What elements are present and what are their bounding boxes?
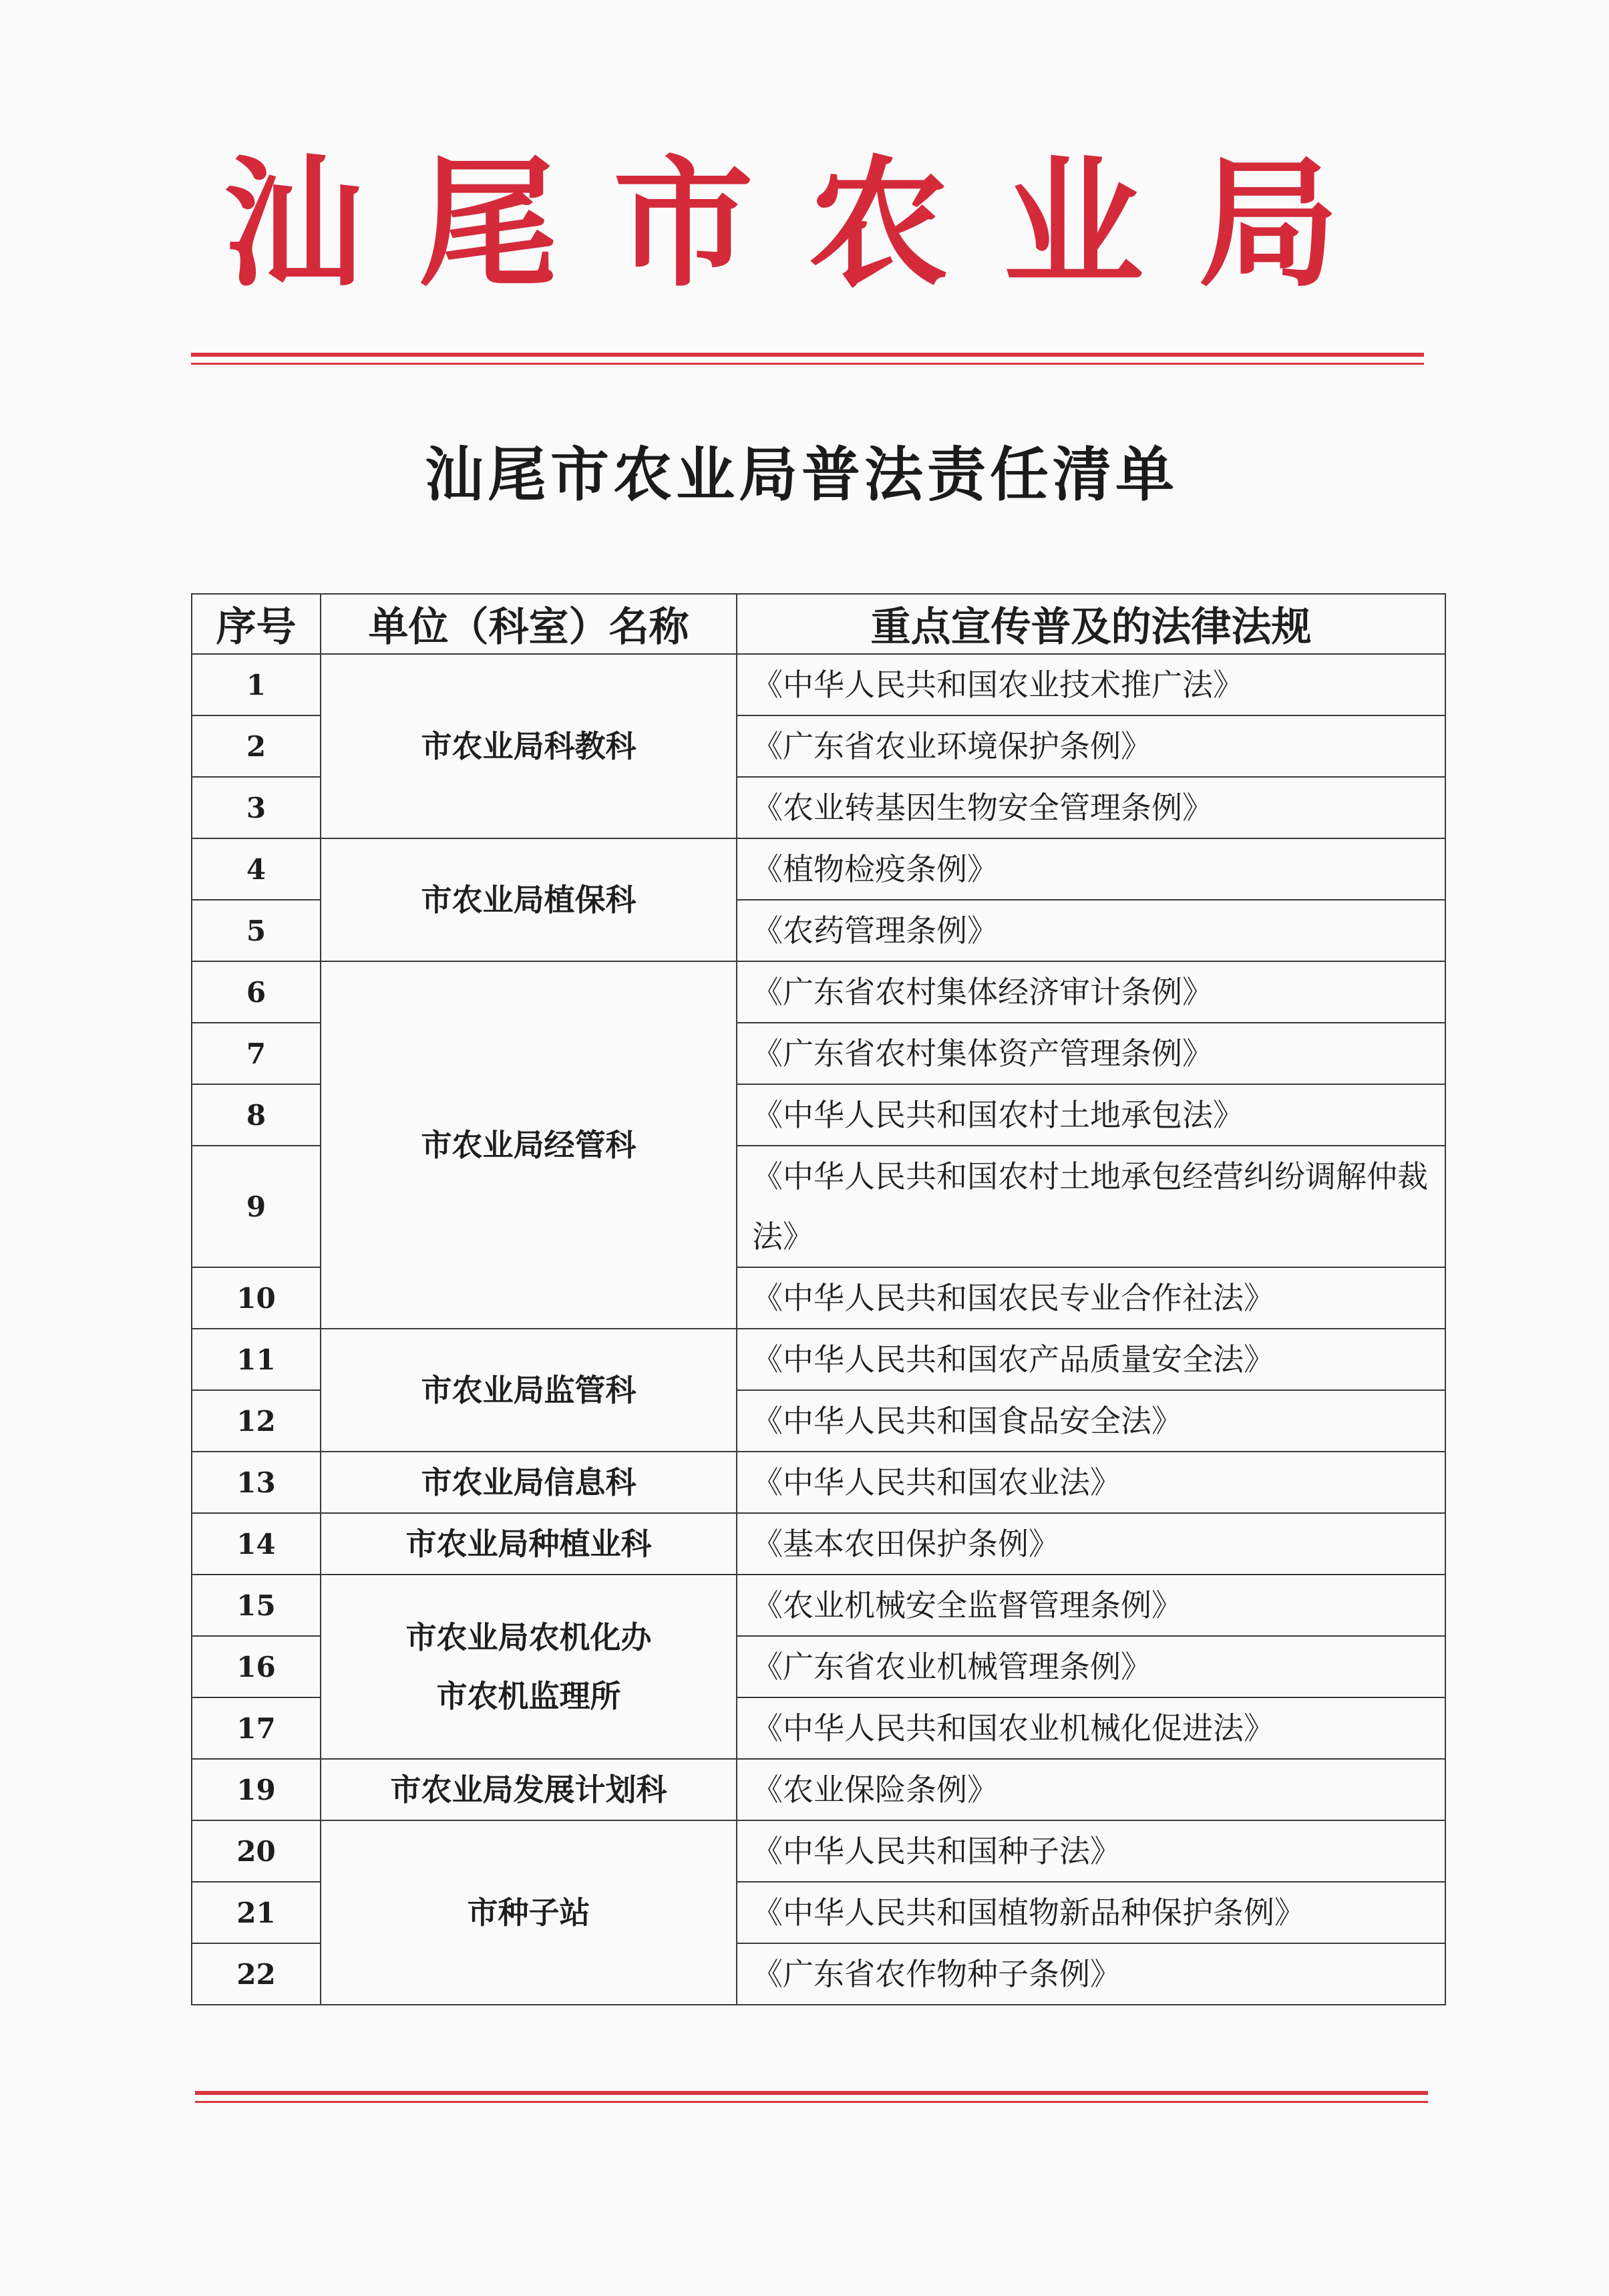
law-title: 《广东省农村集体资产管理条例》 [737, 1023, 1445, 1084]
unit-name: 市农业局农机化办 [405, 1619, 652, 1655]
row-index: 10 [192, 1267, 321, 1329]
law-title: 《广东省农作物种子条例》 [737, 1943, 1445, 2005]
law-title: 《中华人民共和国农产品质量安全法》 [737, 1329, 1445, 1390]
row-index: 20 [192, 1820, 321, 1882]
row-index: 9 [192, 1146, 321, 1267]
unit-name: 市农业局监管科 [421, 1372, 637, 1408]
footer-rule-bottom [195, 2101, 1428, 2103]
unit-name: 市农业局发展计划科 [390, 1772, 667, 1808]
unit-name: 市农业局科教科 [421, 728, 637, 764]
row-index: 17 [192, 1697, 321, 1759]
table-row [192, 1513, 1445, 1575]
law-title: 《农业机械安全监督管理条例》 [737, 1575, 1445, 1636]
unit-name: 市农业局种植业科 [405, 1526, 652, 1562]
responsibility-table [191, 593, 1446, 2005]
law-title: 《广东省农业环境保护条例》 [737, 715, 1445, 777]
row-index: 21 [192, 1882, 321, 1943]
row-index: 7 [192, 1023, 321, 1084]
row-index: 4 [192, 838, 321, 900]
row-index: 5 [192, 900, 321, 961]
header-rule-top [191, 353, 1424, 357]
law-title: 《中华人民共和国农民专业合作社法》 [737, 1267, 1445, 1329]
law-title: 《中华人民共和国农村土地承包法》 [737, 1084, 1445, 1146]
law-title: 《中华人民共和国农业法》 [737, 1452, 1445, 1513]
row-index: 12 [192, 1390, 321, 1452]
unit-name-cell [321, 1513, 737, 1575]
row-index: 3 [192, 777, 321, 838]
law-title: 《农业转基因生物安全管理条例》 [737, 777, 1445, 838]
table-row [192, 1575, 1445, 1636]
unit-name-cell [321, 1820, 737, 2005]
unit-name-cell [321, 838, 737, 961]
footer-rule-top [195, 2091, 1428, 2095]
row-index: 14 [192, 1513, 321, 1575]
table-row [192, 1329, 1445, 1390]
row-index: 16 [192, 1636, 321, 1697]
table-row [192, 654, 1445, 715]
row-index: 1 [192, 654, 321, 715]
unit-name: 市农业局经管科 [421, 1127, 637, 1163]
row-index: 6 [192, 961, 321, 1023]
law-title: 《中华人民共和国农业技术推广法》 [737, 654, 1445, 715]
row-index: 2 [192, 715, 321, 777]
row-index: 15 [192, 1575, 321, 1636]
unit-name-cell [321, 1452, 737, 1513]
header-index: 序号 [192, 594, 321, 654]
table-header-row [192, 594, 1445, 654]
row-index: 13 [192, 1452, 321, 1513]
law-title: 《广东省农村集体经济审计条例》 [737, 961, 1445, 1023]
law-title: 《农药管理条例》 [737, 900, 1445, 961]
table-row [192, 1820, 1445, 1882]
unit-name-cell [321, 961, 737, 1329]
unit-name-cell [321, 654, 737, 838]
unit-name: 市种子站 [467, 1895, 590, 1931]
law-title: 《中华人民共和国食品安全法》 [737, 1390, 1445, 1452]
law-title: 《基本农田保护条例》 [737, 1513, 1445, 1575]
unit-name-cell [321, 1329, 737, 1452]
header-laws: 重点宣传普及的法律法规 [737, 594, 1445, 654]
unit-name-cell [321, 1759, 737, 1820]
row-index: 22 [192, 1943, 321, 2005]
row-index: 19 [192, 1759, 321, 1820]
table-row [192, 1759, 1445, 1820]
law-title: 《广东省农业机械管理条例》 [737, 1636, 1445, 1697]
letterhead-title: 汕尾市农业局 [222, 141, 1393, 306]
unit-name-cell [321, 1575, 737, 1759]
unit-name: 市农业局信息科 [421, 1464, 637, 1500]
law-title: 《农业保险条例》 [737, 1759, 1445, 1820]
law-title: 《中华人民共和国种子法》 [737, 1820, 1445, 1882]
table-row [192, 961, 1445, 1023]
law-title: 《中华人民共和国农业机械化促进法》 [737, 1697, 1445, 1759]
header-unit: 单位（科室）名称 [321, 594, 737, 654]
table-body [192, 654, 1445, 2005]
law-title: 《植物检疫条例》 [737, 838, 1445, 900]
unit-name: 市农业局植保科 [421, 882, 637, 918]
table-row [192, 838, 1445, 900]
unit-name: 市农机监理所 [436, 1678, 621, 1714]
row-index: 11 [192, 1329, 321, 1390]
law-title: 《中华人民共和国农村土地承包经营纠纷调解仲裁法》 [737, 1146, 1445, 1267]
document-title: 汕尾市农业局普法责任清单 [424, 440, 1178, 509]
row-index: 8 [192, 1084, 321, 1146]
law-title: 《中华人民共和国植物新品种保护条例》 [737, 1882, 1445, 1943]
table-row [192, 1452, 1445, 1513]
header-rule-bottom [191, 363, 1424, 365]
